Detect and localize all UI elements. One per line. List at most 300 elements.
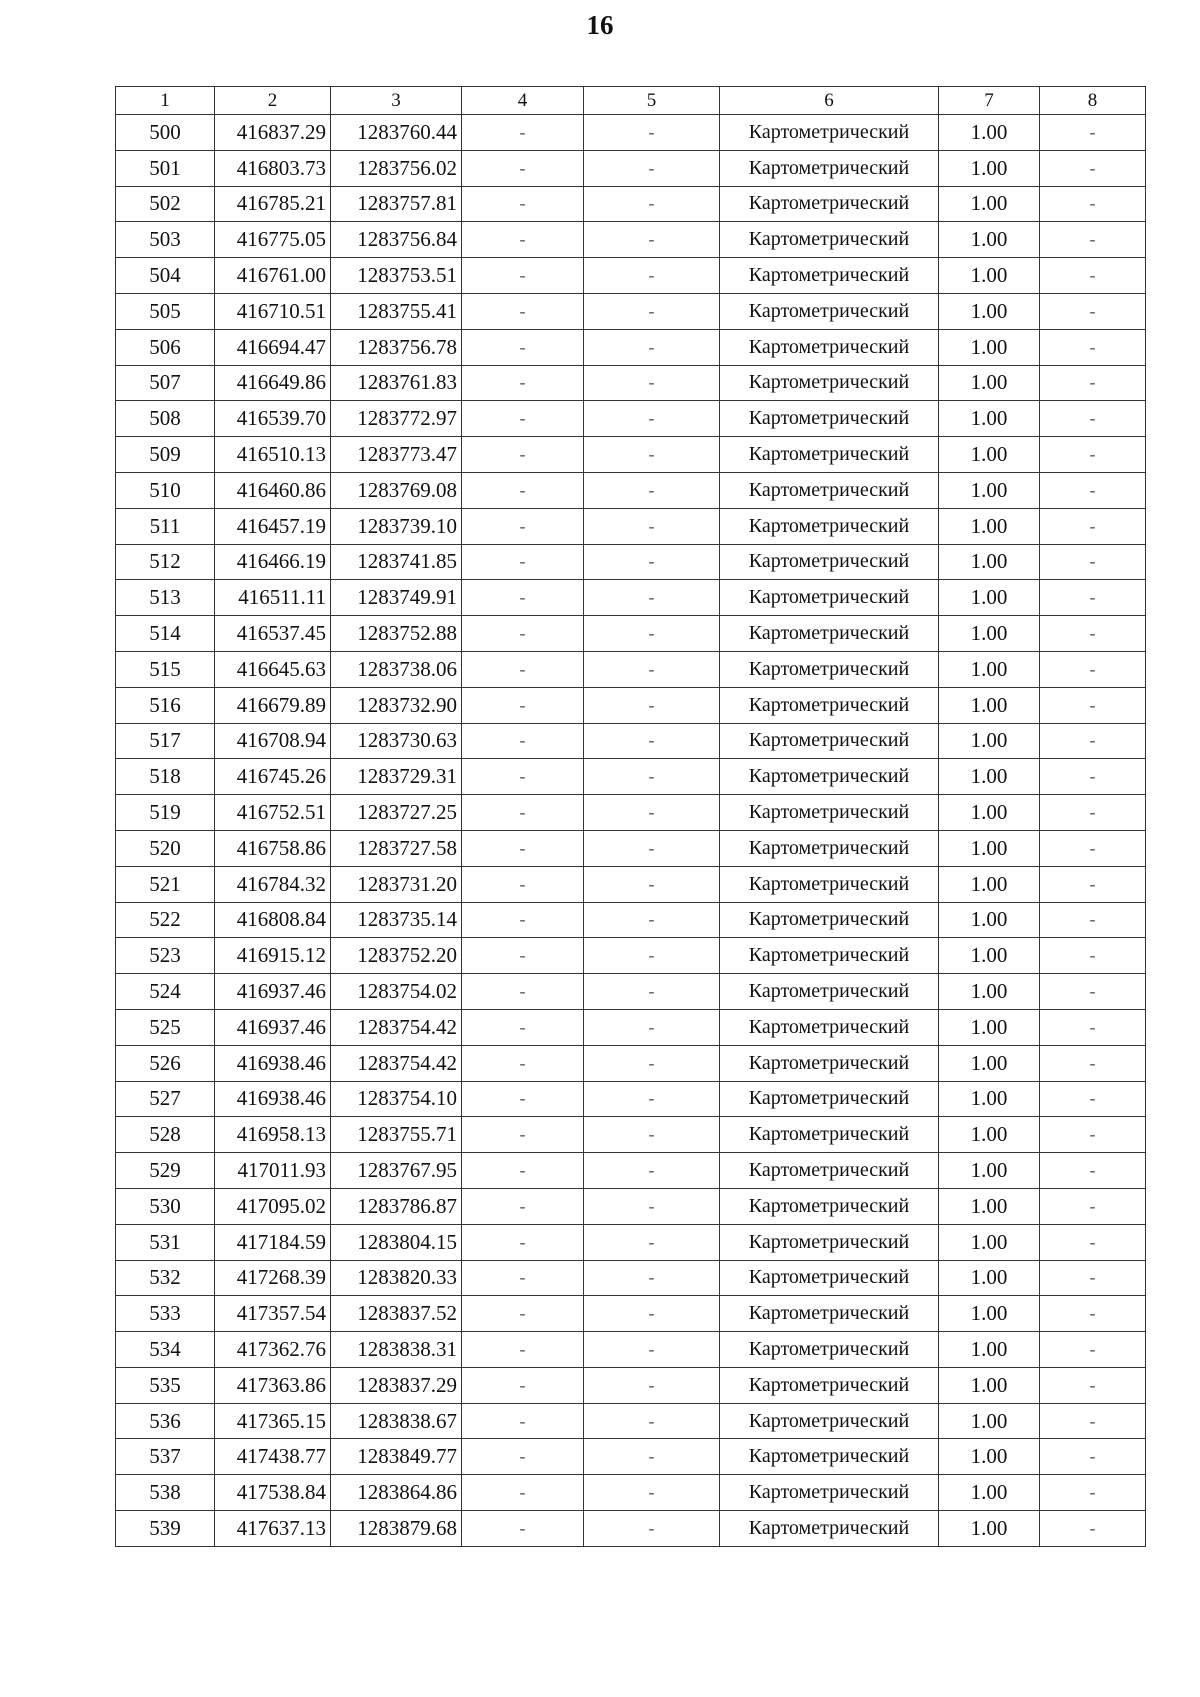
cell-col-5: -	[584, 293, 720, 329]
cell-col-4: -	[462, 1296, 584, 1332]
cell-col-4: -	[462, 974, 584, 1010]
cell-col-5: -	[584, 1475, 720, 1511]
cell-col-5: -	[584, 974, 720, 1010]
table-body	[116, 115, 1146, 1547]
table-row	[116, 1439, 1146, 1475]
cell-col-5: -	[584, 1045, 720, 1081]
cell-method: Картометрический	[720, 401, 939, 437]
table-row	[116, 293, 1146, 329]
table-row	[116, 759, 1146, 795]
table-row	[116, 1403, 1146, 1439]
cell-accuracy: 1.00	[939, 866, 1040, 902]
cell-col-4: -	[462, 687, 584, 723]
cell-method: Картометрический	[720, 1296, 939, 1332]
cell-coord-y: 1283838.67	[331, 1403, 462, 1439]
cell-method: Картометрический	[720, 651, 939, 687]
cell-coord-y: 1283729.31	[331, 759, 462, 795]
cell-col-8: -	[1040, 186, 1146, 222]
cell-point-number: 525	[116, 1009, 215, 1045]
cell-method: Картометрический	[720, 508, 939, 544]
cell-col-4: -	[462, 437, 584, 473]
cell-col-5: -	[584, 1081, 720, 1117]
cell-method: Картометрический	[720, 866, 939, 902]
cell-col-4: -	[462, 759, 584, 795]
cell-col-4: -	[462, 902, 584, 938]
cell-accuracy: 1.00	[939, 974, 1040, 1010]
table-row	[116, 1009, 1146, 1045]
table-row	[116, 1153, 1146, 1189]
cell-accuracy: 1.00	[939, 1081, 1040, 1117]
cell-col-8: -	[1040, 759, 1146, 795]
cell-col-8: -	[1040, 293, 1146, 329]
column-header-6: 6	[720, 87, 939, 115]
cell-coord-y: 1283753.51	[331, 258, 462, 294]
cell-point-number: 514	[116, 616, 215, 652]
cell-col-4: -	[462, 472, 584, 508]
cell-col-8: -	[1040, 1188, 1146, 1224]
cell-point-number: 508	[116, 401, 215, 437]
table-row	[116, 1367, 1146, 1403]
cell-col-8: -	[1040, 329, 1146, 365]
cell-accuracy: 1.00	[939, 401, 1040, 437]
cell-method: Картометрический	[720, 687, 939, 723]
cell-col-4: -	[462, 1188, 584, 1224]
cell-accuracy: 1.00	[939, 1117, 1040, 1153]
cell-point-number: 539	[116, 1511, 215, 1547]
cell-coord-y: 1283756.78	[331, 329, 462, 365]
cell-point-number: 503	[116, 222, 215, 258]
cell-accuracy: 1.00	[939, 1403, 1040, 1439]
cell-coord-x: 416758.86	[215, 830, 331, 866]
cell-col-8: -	[1040, 150, 1146, 186]
cell-col-4: -	[462, 1332, 584, 1368]
cell-coord-y: 1283754.02	[331, 974, 462, 1010]
table-row	[116, 365, 1146, 401]
cell-col-8: -	[1040, 437, 1146, 473]
cell-accuracy: 1.00	[939, 1511, 1040, 1547]
cell-coord-x: 416745.26	[215, 759, 331, 795]
cell-method: Картометрический	[720, 222, 939, 258]
cell-accuracy: 1.00	[939, 1260, 1040, 1296]
cell-point-number: 515	[116, 651, 215, 687]
cell-method: Картометрический	[720, 723, 939, 759]
table-row	[116, 651, 1146, 687]
cell-coord-y: 1283732.90	[331, 687, 462, 723]
cell-col-5: -	[584, 186, 720, 222]
cell-coord-x: 416537.45	[215, 616, 331, 652]
cell-point-number: 500	[116, 115, 215, 151]
cell-coord-y: 1283837.29	[331, 1367, 462, 1403]
cell-coord-x: 416460.86	[215, 472, 331, 508]
cell-method: Картометрический	[720, 1367, 939, 1403]
cell-col-5: -	[584, 759, 720, 795]
cell-col-5: -	[584, 437, 720, 473]
cell-coord-x: 416938.46	[215, 1081, 331, 1117]
cell-accuracy: 1.00	[939, 365, 1040, 401]
cell-col-5: -	[584, 1188, 720, 1224]
cell-col-5: -	[584, 1439, 720, 1475]
cell-coord-x: 416775.05	[215, 222, 331, 258]
cell-col-4: -	[462, 1511, 584, 1547]
cell-col-8: -	[1040, 1511, 1146, 1547]
cell-point-number: 531	[116, 1224, 215, 1260]
cell-col-4: -	[462, 186, 584, 222]
cell-coord-x: 417184.59	[215, 1224, 331, 1260]
table-row	[116, 437, 1146, 473]
cell-coord-y: 1283879.68	[331, 1511, 462, 1547]
cell-coord-y: 1283820.33	[331, 1260, 462, 1296]
table-row	[116, 150, 1146, 186]
cell-col-5: -	[584, 830, 720, 866]
cell-col-4: -	[462, 222, 584, 258]
cell-accuracy: 1.00	[939, 544, 1040, 580]
cell-col-5: -	[584, 401, 720, 437]
cell-col-4: -	[462, 1045, 584, 1081]
cell-col-4: -	[462, 508, 584, 544]
cell-coord-y: 1283769.08	[331, 472, 462, 508]
cell-accuracy: 1.00	[939, 472, 1040, 508]
cell-col-4: -	[462, 365, 584, 401]
cell-method: Картометрический	[720, 616, 939, 652]
cell-method: Картометрический	[720, 472, 939, 508]
cell-col-8: -	[1040, 687, 1146, 723]
cell-point-number: 535	[116, 1367, 215, 1403]
cell-accuracy: 1.00	[939, 1188, 1040, 1224]
cell-method: Картометрический	[720, 258, 939, 294]
cell-coord-x: 416937.46	[215, 1009, 331, 1045]
cell-coord-x: 417362.76	[215, 1332, 331, 1368]
cell-point-number: 523	[116, 938, 215, 974]
cell-point-number: 504	[116, 258, 215, 294]
cell-col-5: -	[584, 902, 720, 938]
cell-accuracy: 1.00	[939, 258, 1040, 294]
cell-col-8: -	[1040, 1475, 1146, 1511]
cell-accuracy: 1.00	[939, 1296, 1040, 1332]
cell-coord-x: 416645.63	[215, 651, 331, 687]
table-row	[116, 1475, 1146, 1511]
table-row	[116, 544, 1146, 580]
cell-method: Картометрический	[720, 544, 939, 580]
cell-col-5: -	[584, 1511, 720, 1547]
cell-col-8: -	[1040, 580, 1146, 616]
cell-point-number: 506	[116, 329, 215, 365]
cell-coord-x: 416808.84	[215, 902, 331, 938]
cell-col-5: -	[584, 544, 720, 580]
cell-method: Картометрический	[720, 1439, 939, 1475]
cell-accuracy: 1.00	[939, 795, 1040, 831]
cell-accuracy: 1.00	[939, 938, 1040, 974]
cell-col-5: -	[584, 795, 720, 831]
cell-method: Картометрический	[720, 186, 939, 222]
cell-col-8: -	[1040, 222, 1146, 258]
cell-coord-x: 416679.89	[215, 687, 331, 723]
cell-coord-x: 417365.15	[215, 1403, 331, 1439]
page-number: 16	[586, 10, 614, 40]
cell-col-8: -	[1040, 830, 1146, 866]
table-row	[116, 1511, 1146, 1547]
cell-col-5: -	[584, 258, 720, 294]
cell-accuracy: 1.00	[939, 115, 1040, 151]
cell-method: Картометрический	[720, 1117, 939, 1153]
cell-col-5: -	[584, 651, 720, 687]
cell-coord-y: 1283741.85	[331, 544, 462, 580]
cell-coord-y: 1283804.15	[331, 1224, 462, 1260]
cell-point-number: 513	[116, 580, 215, 616]
table-row	[116, 795, 1146, 831]
cell-coord-y: 1283730.63	[331, 723, 462, 759]
cell-col-5: -	[584, 616, 720, 652]
cell-coord-y: 1283760.44	[331, 115, 462, 151]
cell-coord-y: 1283786.87	[331, 1188, 462, 1224]
cell-col-8: -	[1040, 651, 1146, 687]
cell-coord-x: 416803.73	[215, 150, 331, 186]
cell-coord-x: 416915.12	[215, 938, 331, 974]
cell-method: Картометрический	[720, 1475, 939, 1511]
cell-col-4: -	[462, 1260, 584, 1296]
table-row	[116, 329, 1146, 365]
cell-col-5: -	[584, 222, 720, 258]
table-row	[116, 580, 1146, 616]
cell-coord-y: 1283739.10	[331, 508, 462, 544]
cell-col-4: -	[462, 329, 584, 365]
cell-accuracy: 1.00	[939, 1224, 1040, 1260]
cell-col-8: -	[1040, 938, 1146, 974]
table-row	[116, 830, 1146, 866]
cell-col-8: -	[1040, 1439, 1146, 1475]
cell-method: Картометрический	[720, 1403, 939, 1439]
cell-col-8: -	[1040, 1153, 1146, 1189]
cell-col-5: -	[584, 938, 720, 974]
cell-col-5: -	[584, 1153, 720, 1189]
cell-col-4: -	[462, 1153, 584, 1189]
table-row	[116, 222, 1146, 258]
cell-method: Картометрический	[720, 1224, 939, 1260]
cell-col-5: -	[584, 115, 720, 151]
cell-point-number: 528	[116, 1117, 215, 1153]
cell-col-5: -	[584, 508, 720, 544]
cell-accuracy: 1.00	[939, 329, 1040, 365]
column-header-5: 5	[584, 87, 720, 115]
cell-coord-x: 417268.39	[215, 1260, 331, 1296]
cell-col-5: -	[584, 1117, 720, 1153]
cell-accuracy: 1.00	[939, 222, 1040, 258]
cell-col-8: -	[1040, 1260, 1146, 1296]
cell-method: Картометрический	[720, 115, 939, 151]
cell-coord-x: 416752.51	[215, 795, 331, 831]
cell-coord-y: 1283754.42	[331, 1009, 462, 1045]
cell-coord-y: 1283761.83	[331, 365, 462, 401]
cell-col-5: -	[584, 1009, 720, 1045]
cell-col-8: -	[1040, 902, 1146, 938]
cell-coord-y: 1283749.91	[331, 580, 462, 616]
cell-col-4: -	[462, 1009, 584, 1045]
cell-point-number: 538	[116, 1475, 215, 1511]
cell-col-8: -	[1040, 1296, 1146, 1332]
cell-method: Картометрический	[720, 365, 939, 401]
cell-method: Картометрический	[720, 437, 939, 473]
cell-coord-y: 1283772.97	[331, 401, 462, 437]
cell-accuracy: 1.00	[939, 437, 1040, 473]
column-header-3: 3	[331, 87, 462, 115]
cell-point-number: 529	[116, 1153, 215, 1189]
cell-coord-x: 416694.47	[215, 329, 331, 365]
cell-col-4: -	[462, 651, 584, 687]
cell-point-number: 527	[116, 1081, 215, 1117]
cell-coord-x: 416784.32	[215, 866, 331, 902]
cell-col-5: -	[584, 365, 720, 401]
table-row	[116, 723, 1146, 759]
cell-accuracy: 1.00	[939, 1475, 1040, 1511]
cell-coord-y: 1283738.06	[331, 651, 462, 687]
cell-col-8: -	[1040, 1081, 1146, 1117]
cell-method: Картометрический	[720, 1153, 939, 1189]
cell-point-number: 510	[116, 472, 215, 508]
cell-coord-y: 1283838.31	[331, 1332, 462, 1368]
cell-col-4: -	[462, 1403, 584, 1439]
table-row	[116, 1260, 1146, 1296]
cell-coord-y: 1283755.41	[331, 293, 462, 329]
coordinates-table	[115, 86, 1146, 1547]
cell-coord-x: 417095.02	[215, 1188, 331, 1224]
cell-col-4: -	[462, 1367, 584, 1403]
cell-col-8: -	[1040, 1403, 1146, 1439]
table-row	[116, 1117, 1146, 1153]
cell-accuracy: 1.00	[939, 508, 1040, 544]
cell-col-5: -	[584, 1224, 720, 1260]
cell-method: Картометрический	[720, 1332, 939, 1368]
cell-point-number: 517	[116, 723, 215, 759]
cell-col-4: -	[462, 1224, 584, 1260]
cell-col-4: -	[462, 1081, 584, 1117]
cell-point-number: 526	[116, 1045, 215, 1081]
cell-accuracy: 1.00	[939, 759, 1040, 795]
table-row	[116, 616, 1146, 652]
cell-point-number: 509	[116, 437, 215, 473]
cell-col-8: -	[1040, 1367, 1146, 1403]
cell-coord-x: 416708.94	[215, 723, 331, 759]
cell-accuracy: 1.00	[939, 1332, 1040, 1368]
cell-col-5: -	[584, 1332, 720, 1368]
cell-point-number: 507	[116, 365, 215, 401]
cell-coord-y: 1283756.84	[331, 222, 462, 258]
cell-col-4: -	[462, 830, 584, 866]
cell-col-8: -	[1040, 472, 1146, 508]
cell-col-5: -	[584, 1367, 720, 1403]
table-row	[116, 1224, 1146, 1260]
cell-point-number: 518	[116, 759, 215, 795]
cell-accuracy: 1.00	[939, 150, 1040, 186]
cell-col-8: -	[1040, 115, 1146, 151]
cell-coord-y: 1283752.88	[331, 616, 462, 652]
cell-method: Картометрический	[720, 1081, 939, 1117]
cell-point-number: 524	[116, 974, 215, 1010]
cell-method: Картометрический	[720, 293, 939, 329]
cell-coord-x: 417438.77	[215, 1439, 331, 1475]
cell-point-number: 505	[116, 293, 215, 329]
cell-method: Картометрический	[720, 1009, 939, 1045]
table-row	[116, 1188, 1146, 1224]
table-row	[116, 687, 1146, 723]
cell-col-8: -	[1040, 401, 1146, 437]
cell-coord-y: 1283864.86	[331, 1475, 462, 1511]
column-header-4: 4	[462, 87, 584, 115]
cell-method: Картометрический	[720, 1260, 939, 1296]
table-row	[116, 938, 1146, 974]
cell-point-number: 534	[116, 1332, 215, 1368]
cell-col-8: -	[1040, 616, 1146, 652]
cell-method: Картометрический	[720, 580, 939, 616]
cell-method: Картометрический	[720, 759, 939, 795]
table-row	[116, 115, 1146, 151]
cell-point-number: 532	[116, 1260, 215, 1296]
cell-coord-x: 416958.13	[215, 1117, 331, 1153]
table-row	[116, 1081, 1146, 1117]
cell-coord-y: 1283773.47	[331, 437, 462, 473]
cell-accuracy: 1.00	[939, 293, 1040, 329]
table-row	[116, 974, 1146, 1010]
cell-col-4: -	[462, 1117, 584, 1153]
cell-col-4: -	[462, 401, 584, 437]
table-row	[116, 1045, 1146, 1081]
cell-coord-x: 416837.29	[215, 115, 331, 151]
table-row	[116, 1296, 1146, 1332]
table-row	[116, 186, 1146, 222]
cell-method: Картометрический	[720, 1045, 939, 1081]
cell-point-number: 522	[116, 902, 215, 938]
cell-coord-y: 1283757.81	[331, 186, 462, 222]
cell-coord-x: 417637.13	[215, 1511, 331, 1547]
cell-point-number: 530	[116, 1188, 215, 1224]
cell-point-number: 516	[116, 687, 215, 723]
cell-accuracy: 1.00	[939, 830, 1040, 866]
table-row	[116, 902, 1146, 938]
cell-point-number: 521	[116, 866, 215, 902]
cell-point-number: 511	[116, 508, 215, 544]
cell-coord-y: 1283735.14	[331, 902, 462, 938]
cell-coord-y: 1283752.20	[331, 938, 462, 974]
cell-coord-x: 416466.19	[215, 544, 331, 580]
cell-col-8: -	[1040, 1117, 1146, 1153]
cell-coord-x: 417363.86	[215, 1367, 331, 1403]
table-row	[116, 1332, 1146, 1368]
cell-point-number: 502	[116, 186, 215, 222]
cell-coord-x: 416761.00	[215, 258, 331, 294]
cell-accuracy: 1.00	[939, 580, 1040, 616]
cell-coord-x: 416457.19	[215, 508, 331, 544]
cell-col-5: -	[584, 150, 720, 186]
cell-point-number: 536	[116, 1403, 215, 1439]
cell-coord-y: 1283849.77	[331, 1439, 462, 1475]
cell-coord-x: 417357.54	[215, 1296, 331, 1332]
cell-col-5: -	[584, 1403, 720, 1439]
cell-accuracy: 1.00	[939, 651, 1040, 687]
cell-col-8: -	[1040, 795, 1146, 831]
cell-coord-y: 1283727.25	[331, 795, 462, 831]
cell-accuracy: 1.00	[939, 687, 1040, 723]
cell-method: Картометрический	[720, 974, 939, 1010]
cell-accuracy: 1.00	[939, 1367, 1040, 1403]
cell-accuracy: 1.00	[939, 186, 1040, 222]
cell-coord-y: 1283731.20	[331, 866, 462, 902]
cell-col-8: -	[1040, 508, 1146, 544]
cell-coord-y: 1283755.71	[331, 1117, 462, 1153]
cell-coord-x: 416539.70	[215, 401, 331, 437]
cell-col-5: -	[584, 580, 720, 616]
cell-col-4: -	[462, 150, 584, 186]
table-row	[116, 508, 1146, 544]
cell-col-8: -	[1040, 544, 1146, 580]
cell-col-8: -	[1040, 1224, 1146, 1260]
